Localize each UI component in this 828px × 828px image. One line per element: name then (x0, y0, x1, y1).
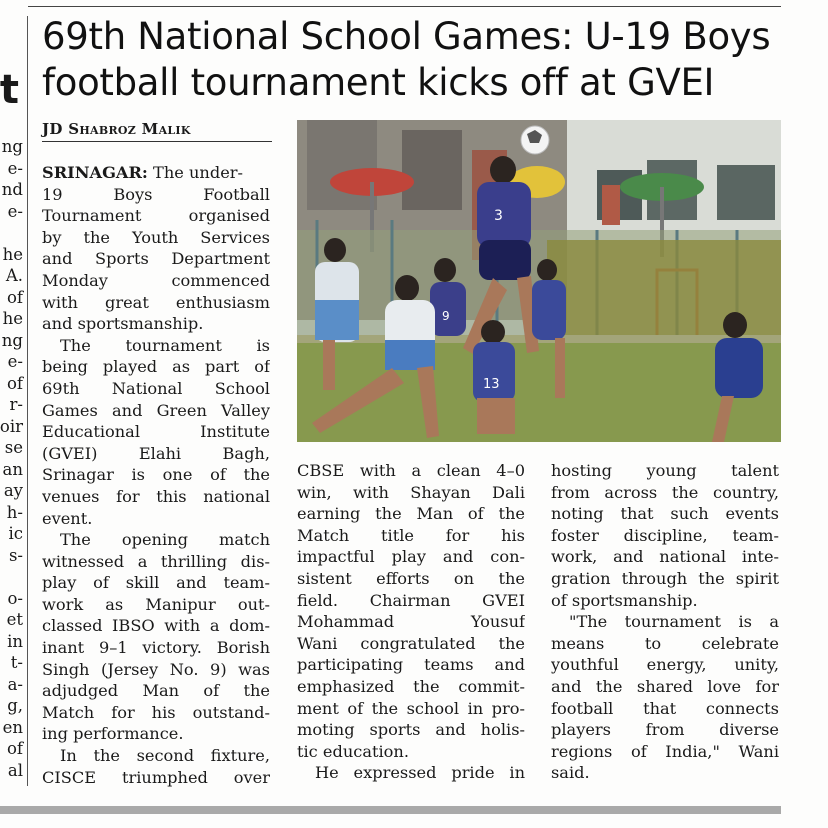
text-line: Games and Green Valley (42, 400, 270, 420)
previous-article-line: ic (8, 524, 23, 543)
previous-article-line: a- (7, 674, 23, 694)
previous-article-line: e- (7, 158, 23, 178)
previous-article-line: oir (0, 416, 23, 436)
previous-article-line: o- (7, 588, 23, 608)
previous-article-line: of (6, 373, 23, 393)
text-line: venues for this national (42, 486, 270, 506)
football-match-photo (297, 120, 781, 442)
previous-article-line: en (2, 717, 23, 737)
previous-article-line: r- (9, 395, 23, 414)
text-line: youthful energy, unity, (551, 655, 779, 675)
previous-article-line: of (6, 287, 23, 307)
text-line: football that connects (551, 698, 779, 718)
previous-article-line: t- (10, 653, 23, 672)
text-line: hosting young talent (551, 461, 779, 480)
text-line: players from diverse (551, 720, 779, 740)
previous-article-line: A. (5, 266, 23, 285)
text-line: gration through the spirit (551, 568, 779, 588)
previous-article-line: et (6, 610, 23, 629)
text-line: participating teams and (297, 655, 525, 675)
text-line: being played as part of (42, 357, 270, 377)
text-line: of sportsmanship. (551, 590, 698, 610)
text-line: Match for his outstand- (42, 702, 270, 722)
text-line: witnessed a thrilling dis- (42, 551, 270, 571)
text-line: The tournament is (60, 335, 270, 355)
previous-article-text (0, 136, 23, 781)
article-headline (42, 14, 782, 106)
text-line: Wani congratulated the (297, 633, 525, 653)
text-line: Mohammad Yousuf (297, 612, 525, 632)
text-line: earning the Man of the (297, 504, 525, 524)
previous-article-line: s- (8, 545, 23, 565)
text-line: and sportsmanship. (42, 314, 204, 334)
previous-article-column (0, 16, 28, 786)
previous-article-line: e- (7, 201, 23, 221)
jersey-number-3: 3 (494, 208, 503, 224)
headline-line-1: 69th National School Games: U-19 Boys (42, 15, 771, 58)
text-line: CBSE with a clean 4–0 (297, 461, 525, 480)
previous-article-line: nd (1, 180, 23, 199)
text-line: noting that such events (551, 504, 779, 524)
text-line: tic education. (297, 741, 409, 761)
text-line: CISCE triumphed over (42, 767, 270, 787)
text-line: "The tournament is a (569, 612, 779, 632)
text-line: adjudged Man of the (42, 681, 270, 701)
previous-article-line: he (2, 309, 23, 328)
text-line: classed IBSO with a dom- (42, 616, 270, 636)
text-line: (GVEI) Elahi Bagh, (42, 443, 270, 463)
text-line: 69th National School (42, 378, 270, 398)
text-line: 19 Boys Football (42, 184, 270, 204)
text-line: Match title for his (297, 525, 525, 545)
text-line: foster discipline, team- (551, 525, 779, 545)
previous-article-line (0, 566, 23, 588)
article-column-2 (297, 460, 525, 784)
text-line: emphasized the commit- (297, 676, 525, 696)
text-line: In the second fixture, (60, 746, 270, 766)
previous-article-headline-fragment: t (0, 67, 19, 113)
text-line: regions of India," Wani (551, 741, 779, 761)
article-column-1 (42, 162, 270, 788)
previous-article-line: h- (6, 502, 23, 522)
previous-article-line: se (4, 438, 23, 457)
text-line: The opening match (60, 530, 270, 550)
previous-article-line: e- (7, 352, 23, 371)
text-line: and Sports Department (42, 249, 270, 269)
text-line: event. (42, 508, 93, 528)
text-line: from across the country, (551, 482, 779, 502)
previous-article-line: al (7, 760, 23, 780)
text-line: Tournament organised (42, 206, 270, 226)
text-line: inant 9–1 victory. Borish (42, 638, 270, 658)
text-line: and the shared love for (551, 676, 779, 696)
article-column-3 (551, 460, 779, 784)
bottom-rule (0, 806, 781, 814)
previous-article-line: ng (1, 137, 23, 156)
text-line: ment of the school in pro- (297, 698, 525, 718)
text-line: Monday commenced (42, 270, 270, 290)
headline-line-2: football tournament kicks off at GVEI (42, 61, 715, 104)
text-line: play of skill and team- (42, 573, 270, 593)
text-line: Educational Institute (42, 422, 270, 442)
previous-article-line: ng (1, 330, 23, 350)
text-line: work, and national inte- (551, 547, 779, 567)
previous-article-line: an (2, 459, 23, 479)
previous-article-line: g, (7, 696, 23, 715)
text-line: work as Manipur out- (42, 594, 270, 614)
text-line: SRINAGAR: The under- (42, 163, 243, 182)
previous-article-line: in (7, 631, 23, 651)
top-rule (28, 6, 781, 7)
byline: JD Shabroz Malik (42, 120, 272, 142)
jersey-number-9: 9 (442, 309, 450, 323)
text-line: Srinagar is one of the (42, 465, 270, 485)
text-line: said. (551, 763, 590, 783)
text-line: sistent efforts on the (297, 568, 525, 588)
previous-article-line (0, 222, 23, 244)
previous-article-line: he (2, 244, 23, 264)
text-line: Singh (Jersey No. 9) was (42, 659, 270, 679)
previous-article-line: ay (3, 481, 23, 500)
text-line: impactful play and con- (297, 547, 525, 567)
text-line: win, with Shayan Dali (297, 482, 525, 502)
text-line: field. Chairman GVEI (297, 590, 525, 610)
text-line: ing performance. (42, 724, 184, 744)
previous-article-line: of (6, 739, 23, 758)
text-line: by the Youth Services (42, 227, 270, 247)
text-line: with great enthusiasm (42, 292, 270, 312)
text-line: He expressed pride in (315, 763, 525, 783)
jersey-number-13: 13 (483, 377, 500, 392)
text-line: moting sports and holis- (297, 720, 525, 740)
text-line: means to celebrate (551, 633, 779, 653)
dateline: SRINAGAR: (42, 163, 148, 182)
